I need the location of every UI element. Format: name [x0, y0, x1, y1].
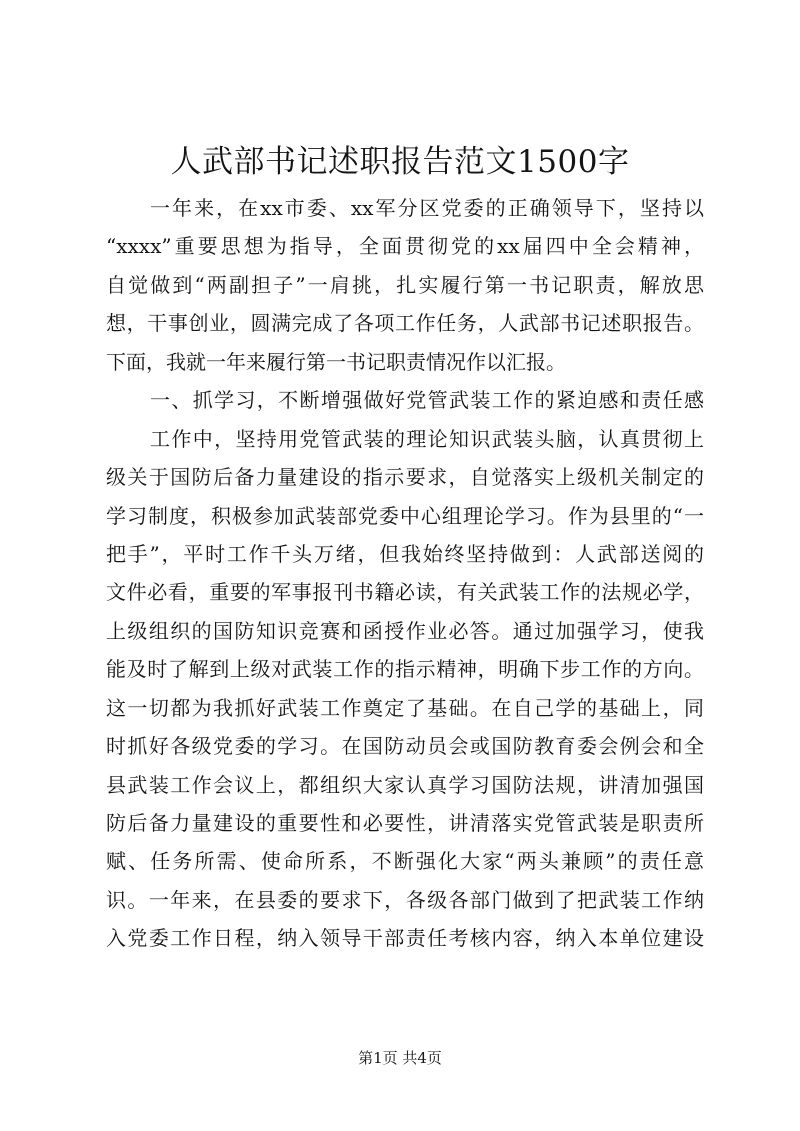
body-text-line: 级关于国防后备力量建设的指示要求，自觉落实上级机关制定的	[106, 465, 704, 490]
body-text-line: 这一切都为我抓好武装工作奠定了基础。在自己学的基础上，同	[106, 695, 704, 720]
body-text-line: 文件必看，重要的军事报刊书籍必读，有关武装工作的法规必学，	[106, 580, 704, 605]
body-text-line: 入党委工作日程，纳入领导干部责任考核内容，纳入本单位建设	[106, 926, 704, 951]
body-text-line: 想，干事创业，圆满完成了各项工作任务，人武部书记述职报告。	[106, 311, 704, 336]
body-text-line: 一、抓学习，不断增强做好党管武装工作的紧迫感和责任感	[150, 388, 704, 413]
body-text-line: 学习制度，积极参加武装部党委中心组理论学习。作为县里的“一	[106, 503, 704, 528]
page-footer: 第1页 共4页	[358, 1049, 442, 1067]
body-text-line: 赋、任务所需、使命所系，不断强化大家“两头兼顾”的责任意	[106, 849, 704, 874]
body-text-line: 一年来，在xx市委、xx军分区党委的正确领导下，坚持以	[150, 196, 704, 220]
body-text-line: 能及时了解到上级对武装工作的指示精神，明确下步工作的方向。	[106, 657, 704, 682]
body-text-line: 时抓好各级党委的学习。在国防动员会或国防教育委会例会和全	[106, 734, 704, 759]
document-body	[106, 189, 704, 958]
body-text-line: “xxxx”重要思想为指导，全面贯彻党的xx届四中全会精神，	[106, 234, 704, 259]
body-text-line: 自觉做到“两副担子”一肩挑，扎实履行第一书记职责，解放思	[106, 272, 704, 297]
body-text-line: 县武装工作会议上，都组织大家认真学习国防法规，讲清加强国	[106, 772, 704, 797]
body-text-line: 下面，我就一年来履行第一书记职责情况作以汇报。	[106, 349, 566, 374]
body-text-line: 工作中，坚持用党管武装的理论知识武装头脑，认真贯彻上	[150, 426, 704, 451]
body-text-line: 上级组织的国防知识竞赛和函授作业必答。通过加强学习，使我	[106, 618, 704, 643]
body-text-line: 防后备力量建设的重要性和必要性，讲清落实党管武装是职责所	[106, 811, 704, 835]
body-text-line: 把手”，平时工作千头万绪，但我始终坚持做到：人武部送阅的	[106, 541, 704, 566]
body-text-line: 识。一年来，在县委的要求下，各级各部门做到了把武装工作纳	[106, 887, 704, 912]
document-title: 人武部书记述职报告范文1500字	[170, 144, 630, 180]
